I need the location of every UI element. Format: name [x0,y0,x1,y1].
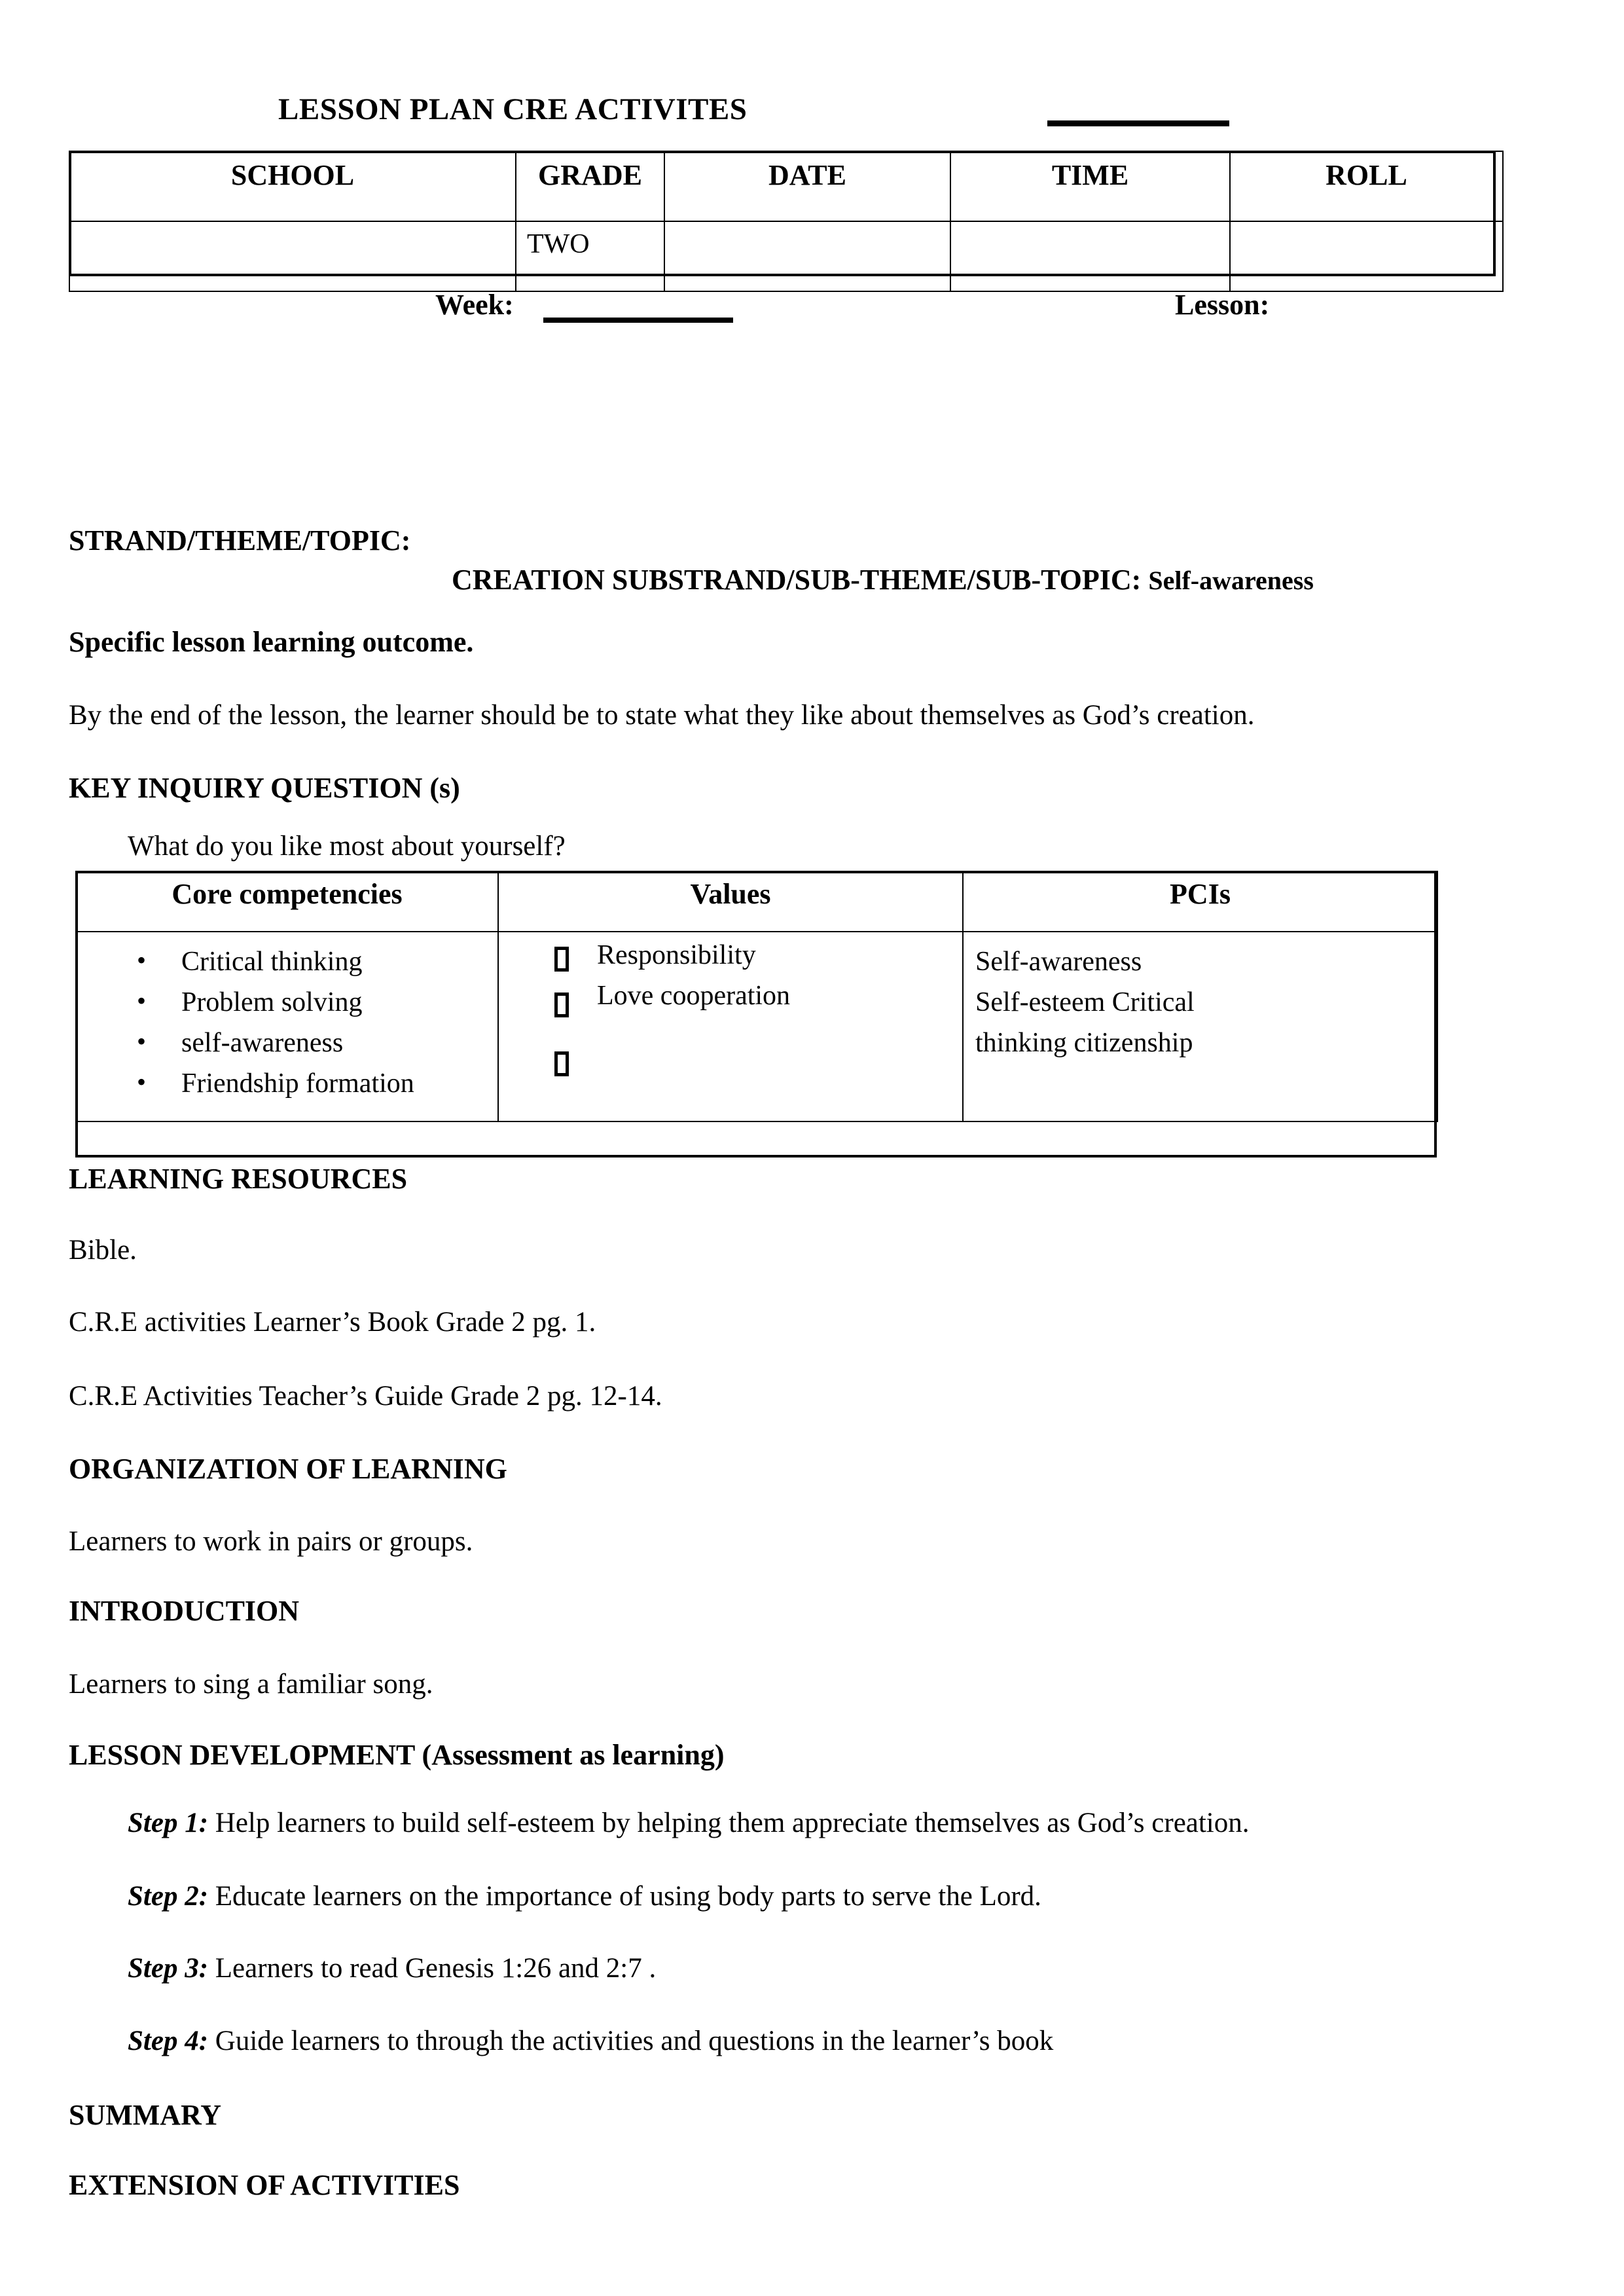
header-cell-school: SCHOOL [69,151,516,221]
list-item [77,1023,497,1063]
list-item-label: Friendship formation [181,1068,414,1099]
core-competency-list [77,941,497,1104]
header-cell-grade: GRADE [516,151,664,221]
strand-heading: STRAND/THEME/TOPIC: [69,524,411,556]
title-row [69,92,1496,137]
pci-list [964,941,1437,1063]
title-blank-rule [1047,120,1229,126]
lesson-step [128,1807,1250,1839]
week-blank-rule[interactable] [543,318,733,323]
pci-label: Self-esteem Critical [975,987,1195,1017]
header-table [69,151,1504,292]
step-text: Help learners to build self-esteem by helping them appreciate themselves as God’s creation. [215,1808,1250,1838]
page-title: LESSON PLAN CRE ACTIVITES [278,92,748,126]
organization-heading: ORGANIZATION OF LEARNING [69,1453,507,1485]
step-label: Step 2: [128,1881,209,1912]
list-item-label: Problem solving [181,987,363,1017]
tofu-box-icon [554,993,569,1017]
list-item [77,941,497,982]
value-cell-grade[interactable]: TWO [516,221,664,291]
outcome-text: By the end of the lesson, the learner should be to state what they like about themselves as God’s creation. [69,700,1255,731]
cell-core-competencies [76,932,498,1121]
competency-body-row [76,932,1437,1121]
substrand-line [452,563,1314,596]
list-item [77,982,497,1023]
value-cell-date[interactable] [664,221,950,291]
cell-pcis [963,932,1437,1121]
value-cell-school[interactable] [69,221,516,291]
tofu-box-icon [554,1051,569,1076]
competency-table-wrapper [75,871,1437,1122]
inquiry-heading: KEY INQUIRY QUESTION (s) [69,772,460,804]
col-header-core-competencies: Core competencies [76,871,498,932]
lesson-step [128,2025,1053,2057]
organization-text: Learners to work in pairs or groups. [69,1526,473,1557]
extension-heading: EXTENSION OF ACTIVITIES [69,2169,460,2201]
header-cell-time: TIME [950,151,1230,221]
value-cell-time[interactable] [950,221,1230,291]
substrand-value: Self-awareness [1148,566,1314,595]
learning-resource-item: C.R.E Activities Teacher’s Guide Grade 2 pg. 12-14. [69,1381,662,1412]
tofu-box-icon [554,947,569,972]
substrand-prefix: CREATION SUBSTRAND/SUB-THEME/SUB-TOPIC: [452,564,1142,596]
pci-label: Self-awareness [975,947,1142,977]
bullet-icon: • [137,1027,147,1056]
competency-table [75,871,1438,1122]
value-cell-roll[interactable] [1230,221,1503,291]
introduction-text: Learners to sing a familiar song. [69,1669,433,1700]
step-text: Learners to read Genesis 1:26 and 2:7 . [215,1953,657,1984]
table-header-row [69,151,1503,221]
step-label: Step 3: [128,1953,209,1984]
bullet-icon: • [137,945,147,975]
list-item-label: Critical thinking [181,947,363,977]
learning-resource-item: Bible. [69,1235,137,1266]
lesson-step [128,1880,1041,1912]
summary-heading: SUMMARY [69,2099,222,2131]
week-lesson-line [69,288,1496,325]
bullet-icon: • [137,1067,147,1097]
list-item-label: self-awareness [181,1028,344,1058]
lesson-development-heading: LESSON DEVELOPMENT (Assessment as learning) [69,1739,725,1771]
pci-label: thinking citizenship [975,1028,1193,1058]
cell-values [498,932,963,1121]
header-cell-date: DATE [664,151,950,221]
bullet-icon: • [137,986,147,1015]
lesson-step [128,1952,656,1984]
step-text: Guide learners to through the activities and questions in the learner’s book [215,2026,1054,2056]
values-list [499,941,962,1118]
col-header-pcis: PCIs [963,871,1437,932]
week-label: Week: [435,289,514,321]
col-header-values: Values [498,871,963,932]
value-label: Responsibility [597,940,756,970]
inquiry-question: What do you like most about yourself? [128,831,566,862]
table-row [69,221,1503,291]
step-label: Step 1: [128,1808,209,1838]
introduction-heading: INTRODUCTION [69,1595,300,1627]
learning-resources-heading: LEARNING RESOURCES [69,1163,408,1195]
outcome-heading: Specific lesson learning outcome. [69,626,474,658]
step-text: Educate learners on the importance of using body parts to serve the Lord. [215,1881,1041,1912]
learning-resource-item: C.R.E activities Learner’s Book Grade 2 pg. 1. [69,1307,596,1338]
competency-header-row [76,871,1437,932]
step-label: Step 4: [128,2026,209,2056]
list-item [77,1063,497,1104]
header-cell-roll: ROLL [1230,151,1503,221]
value-label: Love cooperation [597,981,791,1011]
lesson-label: Lesson: [1175,289,1270,321]
